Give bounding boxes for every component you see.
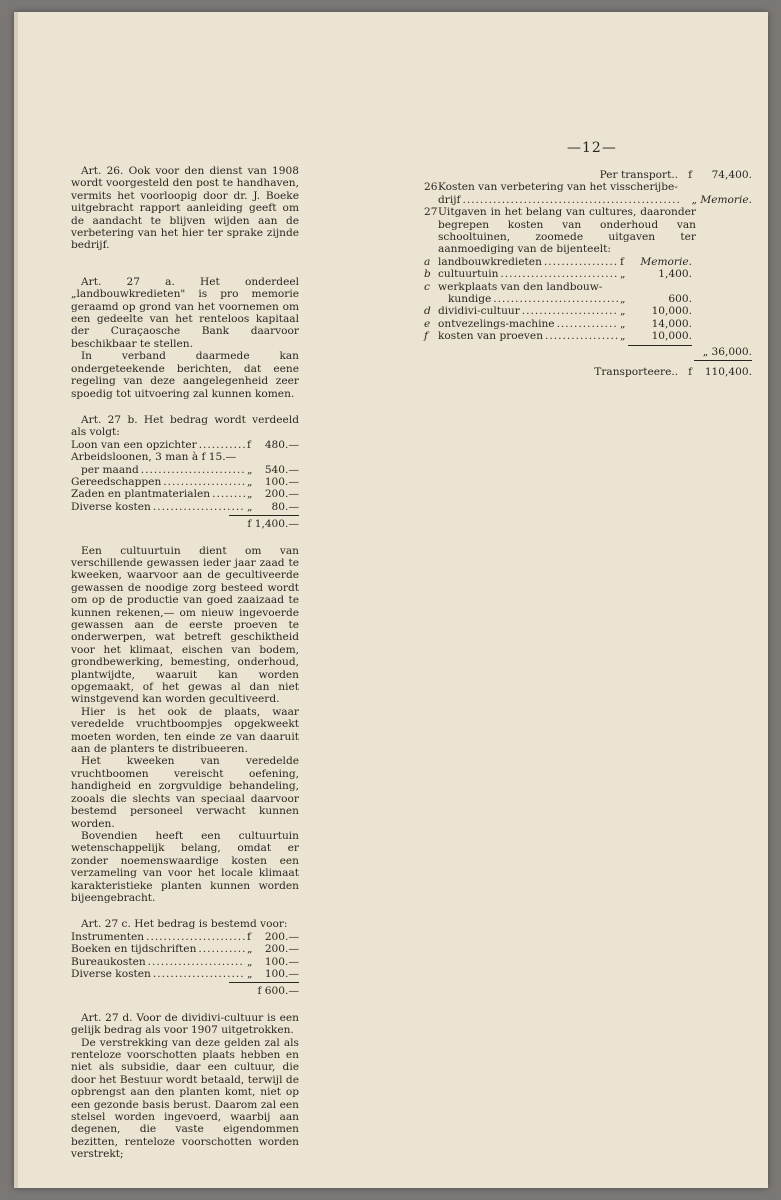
list-item: b cultuurtuin ..... „ 1,400. — [424, 268, 692, 280]
item-26-row-2: drijf ..... „ Memorie. — [424, 194, 752, 206]
list-item: a landbouwkredieten ..... f Memorie. — [424, 256, 692, 268]
table-row: Bureaukosten ..... „ 100.— — [71, 956, 299, 968]
table-row: Gereedschappen ..... „ 100.— — [71, 476, 299, 488]
cultuurtuin-paragraph-1: Een cultuurtuin dient om van verschillende gewassen ieder jaar zaad te kweeken, waarvoor aan de gecultiveerde gewassen de noodige zorg besteed wordt om op de productie van goed zaaizaad te kunnen rekenen,— om nieuw ingevoerde gewassen aan de eerste proeven te onderwerpen, wat betreft geschiktheid voor het klimaat, eischen van bodem, grondbewerking, bemesting, onderhoud, plantwijdte, waaruit kan worden opgemaakt, of het gewas al dan niet winstgevend kan worden gecultiveerd. — [71, 544, 299, 706]
art27b-total: f 1,400.— — [247, 518, 299, 531]
transporteere-label: Transporteere.. — [594, 366, 679, 379]
sum-rule — [694, 360, 752, 361]
art27b-table — [71, 439, 299, 531]
art26-paragraph: Art. 26. Ook voor den dienst van 1908 wordt voorgesteld den post te handhaven, vermits het voorloopig door dr. J. Boeke uitgebracht rapport aanleiding geeft om de aandacht te blijven wijden aan de verbetering van het hier ter sprake zijnde bedrijf. — [71, 165, 299, 252]
table-row: Diverse kosten ..... „ 100.— — [71, 968, 299, 980]
sum-rule — [229, 515, 299, 516]
art27c-total: f 600.— — [257, 985, 299, 998]
per-transport-label: Per transport.. — [599, 169, 679, 181]
list-item: d dividivi-cultuur ..... „ 10,000. — [424, 305, 692, 317]
transporteere-amount: 110,400. — [704, 366, 752, 379]
cultuurtuin-paragraph-3: Het kweeken van veredelde vruchtboomen vereischt oefening, handigheid en zorgvuldige behandeling, zooals die slechts van speciaal daarvoor bestemd personeel verwacht kunnen worden. — [71, 755, 299, 830]
art27c-table — [71, 931, 299, 998]
transporteere-row — [424, 366, 752, 378]
item-27-subitems — [424, 256, 752, 343]
sum-rule — [628, 345, 692, 346]
table-row: Boeken en tijdschriften ..... „ 200.— — [71, 943, 299, 955]
item-27-row: 27 Uitgaven in het belang van cultures, daaronder begrepen kosten van onderhoud van schooltuinen, zoomede uitgaven ter aanmoediging van de bijenteelt: — [424, 206, 696, 256]
cultuurtuin-paragraph-4: Bovendien heeft een cultuurtuin wetenschappelijk belang, omdat er zonder noemenswaardige kosten een verzameling van voor het locale klimaat karakteristieke planten kunnen worden bijeengebracht. — [71, 829, 299, 904]
table-row: Instrumenten ..... f 200.— — [71, 931, 299, 943]
table-row: Loon van een opzichter ..... f 480.— — [71, 439, 299, 451]
art27a-paragraph-2: In verband daarmede kan ondergeteekende berichten, dat eene regeling van deze aangelegenheid zeer spoedig tot uitvoering zal kunnen komen. — [71, 350, 299, 400]
art27a-paragraph: Art. 27 a. Het onderdeel „landbouwkredieten" is pro memorie geraamd op grond van het voornemen om een gedeelte van het renteloos kapitaal der Curaçaosche Bank daarvoor beschikbaar te stellen. — [71, 275, 299, 350]
list-item: e ontvezelings-machine ..... „ 14,000. — [424, 318, 692, 330]
art27d-paragraph-2: De verstrekking van deze gelden zal als renteloze voorschotten plaats hebben en niet als subsidie, daar een cultuur, die door het Bestuur wordt betaald, terwijl de opbrengst aan den planten komt, niet op een gezonde basis berust. Daarom zal een stelsel worden ingevoerd, waarbij aan degenen, die vaste eigendommen bezitten, renteloze voorschotten worden verstrekt; — [71, 1036, 299, 1161]
page-number: —12— — [567, 140, 617, 156]
table-row: per maand ..... „ 540.— — [71, 464, 299, 476]
right-column — [424, 169, 752, 379]
per-transport-row — [424, 169, 752, 181]
sum-rule — [229, 982, 299, 983]
list-item: f kosten van proeven ..... „ 10,000. — [424, 330, 692, 342]
table-row: Diverse kosten ..... „ 80.— — [71, 501, 299, 513]
art27c-intro: Art. 27 c. Het bedrag is bestemd voor: — [81, 918, 288, 931]
transporteere-currency: f — [688, 366, 692, 379]
art27d-paragraph: Art. 27 d. Voor de dividivi-cultuur is een gelijk bedrag als voor 1907 uitgetrokken. — [71, 1011, 299, 1037]
page-binding-strip — [14, 12, 18, 1188]
item-26-row: 26 Kosten van verbetering van het visscherijbe- — [424, 181, 678, 194]
list-item: c werkplaats van den landbouw- — [424, 280, 603, 293]
table-row: Arbeidsloonen, 3 man à f 15.— — [71, 451, 237, 464]
list-item: kundige ..... „ 600. — [424, 293, 692, 305]
table-row: Zaden en plantmaterialen ..... „ 200.— — [71, 488, 299, 500]
art27b-intro: Art. 27 b. Het bedrag wordt verdeeld als volgt: — [71, 413, 299, 439]
item-27-total: „ 36,000. — [702, 345, 752, 358]
document-page — [14, 12, 768, 1188]
per-transport-amount: 74,400. — [711, 169, 752, 181]
per-transport-currency: f — [688, 169, 692, 181]
cultuurtuin-paragraph-2: Hier is het ook de plaats, waar veredelde vruchtboompjes opgekweekt moeten worden, ten einde ze van daaruit aan de planters te distribueeren. — [71, 705, 299, 756]
left-column — [71, 165, 299, 1161]
